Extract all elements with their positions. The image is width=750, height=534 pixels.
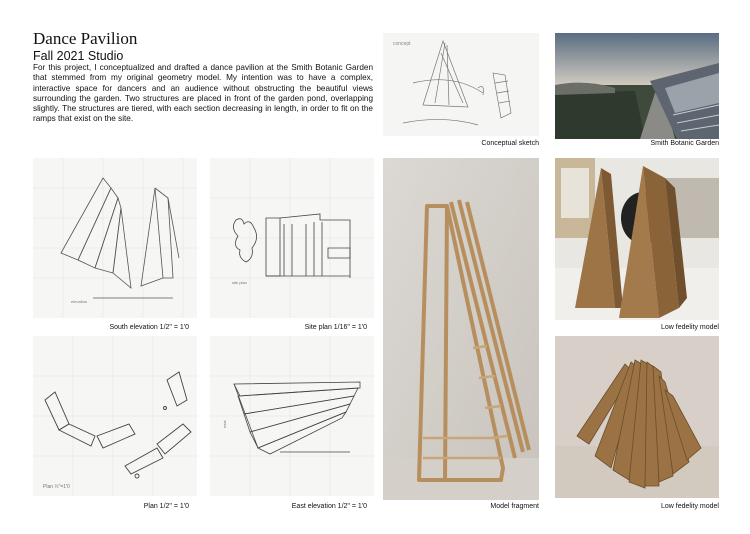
caption-low-fidelity-2: Low fedelity model [661,503,719,510]
low-fidelity-model-photo-2 [555,336,719,498]
svg-text:Plan ½"=1'0: Plan ½"=1'0 [43,484,70,490]
project-description: For this project, I conceptualized and drafted a dance pavilion at the Smith Botanic Garden that stemmed from my original geometry model. My intention was to have a complex, interactive space for dancers and an audience without obstructing the beautiful views surrounding the garden. Two structures are placed in front of the garden pond, overlapping slightly. The structures are tiered, with each section decreasing in length, in order to fit on the ramps that exist on the site. [33,63,373,124]
low-fidelity-model-photo-1 [555,158,719,320]
caption-conceptual-sketch: Conceptual sketch [481,140,539,147]
south-elevation-drawing [33,158,197,318]
caption-site-plan: Site plan 1/16" = 1'0 [304,324,367,331]
east-elevation-drawing [210,336,374,496]
page-title: Dance Pavilion [33,29,138,48]
site-plan-drawing [210,158,374,318]
caption-plan: Plan 1/2" = 1'0 [143,503,189,510]
svg-text:site plan: site plan [232,280,247,285]
conceptual-sketch-image [383,33,539,136]
svg-text:east: east [222,420,227,428]
botanic-garden-photo [555,33,719,139]
caption-east-elevation: East elevation 1/2" = 1'0 [291,503,367,510]
model-fragment-photo [383,158,539,500]
svg-text:elevation: elevation [71,299,88,304]
caption-low-fidelity-1: Low fedelity model [661,324,719,331]
page-subtitle: Fall 2021 Studio [33,49,124,63]
caption-south-elevation: South elevation 1/2" = 1'0 [109,324,189,331]
caption-model-fragment: Model fragment [490,503,539,510]
svg-text:concept: concept [393,41,411,47]
caption-botanic-garden: Smith Botanic Garden [650,140,719,147]
plan-drawing [33,336,197,496]
